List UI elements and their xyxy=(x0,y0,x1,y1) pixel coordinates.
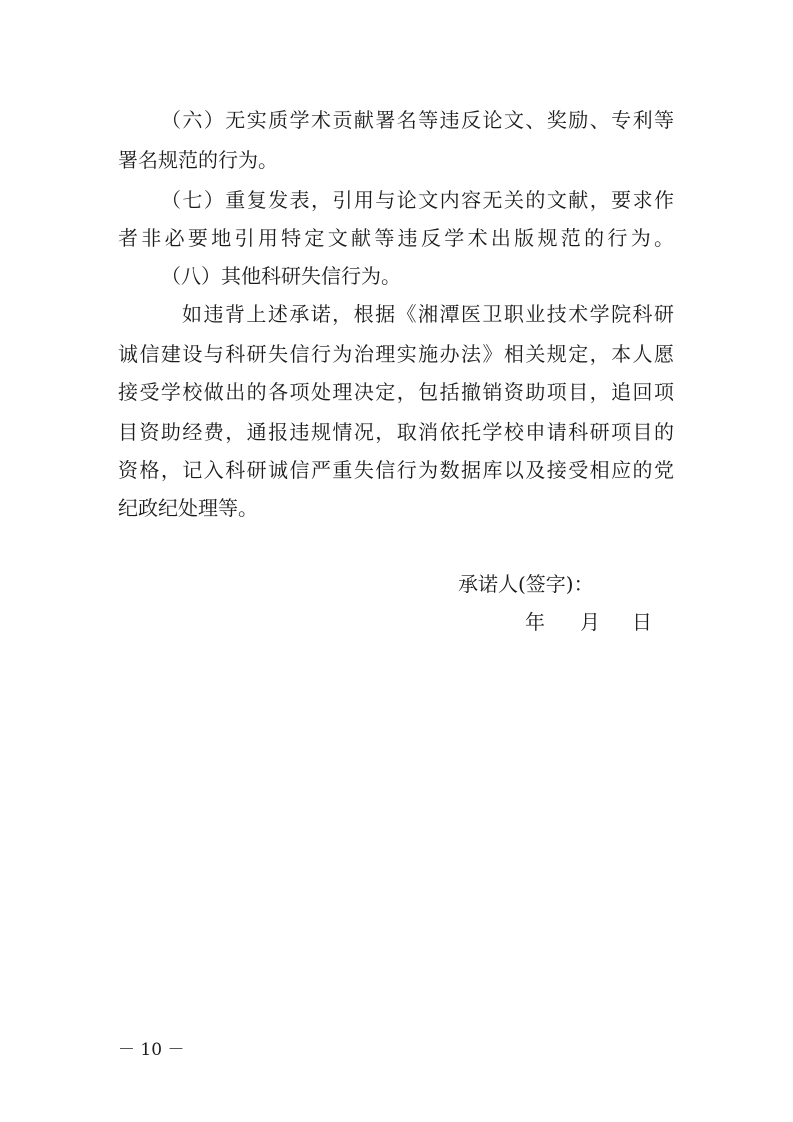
item-six-line-1: （六）无实质学术贡献署名等违反论文、奖励、专利等 xyxy=(161,108,674,132)
pledge-line-1: 如违背上述承诺，根据《湘潭医卫职业技术学院科研 xyxy=(182,302,674,326)
page-number: － 10 － xyxy=(118,1040,185,1060)
date-month-label: 月 xyxy=(580,610,600,634)
signature-label: 承诺人(签字)： xyxy=(458,572,594,596)
item-seven-line-2: 者非必要地引用特定文献等违反学术出版规范的行为。 xyxy=(118,226,674,250)
pledge-line-6: 纪政纪处理等。 xyxy=(118,496,258,520)
date-year-label: 年 xyxy=(525,610,545,634)
item-seven-line-1: （七）重复发表，引用与论文内容无关的文献，要求作 xyxy=(161,188,674,212)
date-day-label: 日 xyxy=(632,610,652,634)
pledge-line-2: 诚信建设与科研失信行为治理实施办法》相关规定，本人愿 xyxy=(118,342,674,366)
item-eight-line-1: （八）其他科研失信行为。 xyxy=(161,264,401,288)
pledge-line-5: 资格，记入科研诚信严重失信行为数据库以及接受相应的党 xyxy=(118,458,674,482)
pledge-line-4: 目资助经费，通报违规情况，取消依托学校申请科研项目的 xyxy=(118,420,674,444)
item-six-line-2: 署名规范的行为。 xyxy=(118,148,278,172)
pledge-line-3: 接受学校做出的各项处理决定，包括撤销资助项目，追回项 xyxy=(118,380,674,404)
